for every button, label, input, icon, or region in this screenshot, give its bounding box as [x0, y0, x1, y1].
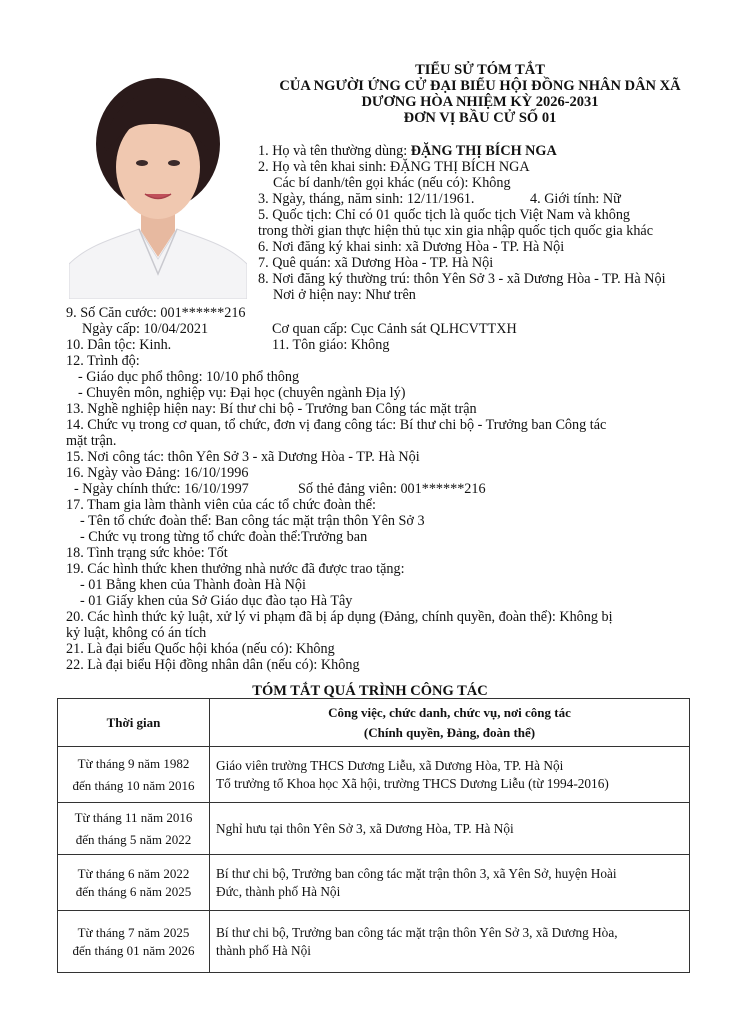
- birth-registration: 6. Nơi đăng ký khai sinh: xã Dương Hòa - TP. Hà Nội: [258, 239, 565, 255]
- health: 18. Tình trạng sức khỏe: Tốt: [66, 545, 228, 561]
- position: 14. Chức vụ trong cơ quan, tổ chức, đơn vị đang công tác: Bí thư chi bộ - Trưởng ban Công tác: [66, 417, 607, 433]
- id-issue-date: Ngày cấp: 10/04/2021: [82, 321, 209, 337]
- full-name-line: [258, 144, 557, 159]
- table-row: [58, 911, 690, 973]
- occupation: 13. Nghề nghiệp hiện nay: Bí thư chi bộ - Trưởng ban Công tác mặt trận: [66, 401, 477, 417]
- national-assembly: 21. Là đại biểu Quốc hội khóa (nếu có): Không: [66, 641, 335, 657]
- job-line: Nghỉ hưu tại thôn Yên Sở 3, xã Dương Hòa, TP. Hà Nội: [216, 820, 514, 836]
- job-line: Bí thư chi bộ, Trưởng ban công tác mặt trận thôn 3, xã Yên Sở, huyện Hoài: [216, 865, 617, 881]
- doc-title-1: TIỂU SỬ TÓM TẮT: [415, 62, 545, 78]
- party-official-date: - Ngày chính thức: 16/10/1997: [74, 481, 249, 497]
- job-line: Đức, thành phố Hà Nội: [216, 883, 341, 899]
- col-job-header-line1: Công việc, chức danh, chức vụ, nơi công tác: [328, 704, 571, 720]
- col-job-header: [210, 699, 690, 747]
- table-row: [58, 803, 690, 855]
- discipline: 20. Các hình thức kỷ luật, xử lý vi phạm đã bị áp dụng (Đảng, chính quyền, đoàn thể): Không bị: [66, 609, 613, 625]
- row-job: [210, 855, 690, 911]
- birth-date: 3. Ngày, tháng, năm sinh: 12/11/1961.: [258, 191, 475, 207]
- row-time: [58, 747, 210, 803]
- row-job: [210, 747, 690, 803]
- nationality-cont: trong thời gian thực hiện thủ tục xin gia nhập quốc tịch quốc gia khác: [258, 223, 654, 239]
- position-cont: mặt trận.: [66, 433, 117, 449]
- general-education: - Giáo dục phổ thông: 10/10 phổ thông: [78, 369, 300, 385]
- gender: 4. Giới tính: Nữ: [530, 191, 621, 207]
- hometown: 7. Quê quán: xã Dương Hòa - TP. Hà Nội: [258, 255, 494, 271]
- table-row: [58, 855, 690, 911]
- work-history-title: TÓM TẮT QUÁ TRÌNH CÔNG TÁC: [252, 683, 488, 699]
- work-history-table: [57, 698, 690, 973]
- time-from: Từ tháng 11 năm 2016: [74, 809, 193, 825]
- doc-title-2: CỦA NGƯỜI ỨNG CỬ ĐẠI BIỂU HỘI ĐỒNG NHÂN DÂN XÃ: [279, 78, 681, 94]
- awards-heading: 19. Các hình thức khen thưởng nhà nước đã được trao tặng:: [66, 561, 405, 577]
- time-from: Từ tháng 9 năm 1982: [77, 755, 190, 771]
- full-name-label: 1. Họ và tên thường dùng:: [258, 143, 411, 159]
- job-line: Giáo viên trường THCS Dương Liễu, xã Dương Hòa, TP. Hà Nội: [216, 757, 564, 773]
- row-time: [58, 803, 210, 855]
- time-from: Từ tháng 6 năm 2022: [77, 865, 190, 881]
- row-time: [58, 911, 210, 973]
- table-header-row: [58, 699, 690, 747]
- id-number: 9. Số Căn cước: 001******216: [66, 305, 246, 321]
- job-line: thành phố Hà Nội: [216, 942, 311, 958]
- award-1: - 01 Bằng khen của Thành đoàn Hà Nội: [80, 577, 306, 593]
- time-to: đến tháng 10 năm 2016: [72, 777, 195, 793]
- full-name-value: ĐẶNG THỊ BÍCH NGA: [410, 143, 557, 159]
- ethnicity: 10. Dân tộc: Kinh.: [66, 337, 172, 353]
- education-heading: 12. Trình độ:: [66, 353, 140, 369]
- row-job: [210, 803, 690, 855]
- row-time: [58, 855, 210, 911]
- id-issuer: Cơ quan cấp: Cục Cảnh sát QLHCVTTXH: [272, 321, 517, 337]
- col-job-header-line2: (Chính quyền, Đảng, đoàn thể): [363, 724, 536, 740]
- party-card-number: Số thẻ đảng viên: 001******216: [298, 481, 486, 497]
- doc-title-4: ĐƠN VỊ BẦU CỬ SỐ 01: [403, 110, 557, 126]
- job-line: Bí thư chi bộ, Trưởng ban công tác mặt trận thôn Yên Sở 3, xã Dương Hòa,: [216, 924, 618, 940]
- candidate-photo: [69, 59, 247, 299]
- organization-name: - Tên tổ chức đoàn thể: Ban công tác mặt trận thôn Yên Sở 3: [80, 513, 425, 529]
- peoples-council: 22. Là đại biểu Hội đồng nhân dân (nếu có): Không: [66, 657, 360, 673]
- time-to: đến tháng 6 năm 2025: [75, 883, 192, 899]
- table-row: [58, 747, 690, 803]
- birth-name: 2. Họ và tên khai sinh: ĐẶNG THỊ BÍCH NGA: [258, 159, 530, 175]
- time-from: Từ tháng 7 năm 2025: [77, 924, 190, 940]
- portrait-image: [69, 59, 247, 299]
- current-residence: Nơi ở hiện nay: Như trên: [273, 287, 416, 303]
- organization-role: - Chức vụ trong từng tổ chức đoàn thể:Trưởng ban: [80, 529, 368, 545]
- doc-title-3: DƯƠNG HÒA NHIỆM KỲ 2026-2031: [361, 94, 599, 110]
- time-to: đến tháng 01 năm 2026: [72, 942, 195, 958]
- time-to: đến tháng 5 năm 2022: [75, 831, 192, 847]
- discipline-cont: kỷ luật, không có án tích: [66, 625, 207, 641]
- nationality: 5. Quốc tịch: Chỉ có 01 quốc tịch là quốc tịch Việt Nam và không: [258, 207, 631, 223]
- religion: 11. Tôn giáo: Không: [272, 337, 390, 353]
- specialty: - Chuyên môn, nghiệp vụ: Đại học (chuyên ngành Địa lý): [78, 385, 406, 401]
- row-job: [210, 911, 690, 973]
- permanent-residence: 8. Nơi đăng ký thường trú: thôn Yên Sở 3 - xã Dương Hòa - TP. Hà Nội: [258, 271, 666, 287]
- award-2: - 01 Giấy khen của Sở Giáo dục đào tạo Hà Tây: [80, 593, 353, 609]
- organizations-heading: 17. Tham gia làm thành viên của các tổ chức đoàn thể:: [66, 497, 376, 513]
- job-line: Tổ trưởng tổ Khoa học Xã hội, trường THCS Dương Liễu (từ 1994-2016): [216, 775, 609, 791]
- col-time-header: Thời gian: [58, 699, 210, 747]
- workplace: 15. Nơi công tác: thôn Yên Sở 3 - xã Dương Hòa - TP. Hà Nội: [66, 449, 420, 465]
- party-join-date: 16. Ngày vào Đảng: 16/10/1996: [66, 465, 249, 481]
- aliases: Các bí danh/tên gọi khác (nếu có): Không: [273, 175, 511, 191]
